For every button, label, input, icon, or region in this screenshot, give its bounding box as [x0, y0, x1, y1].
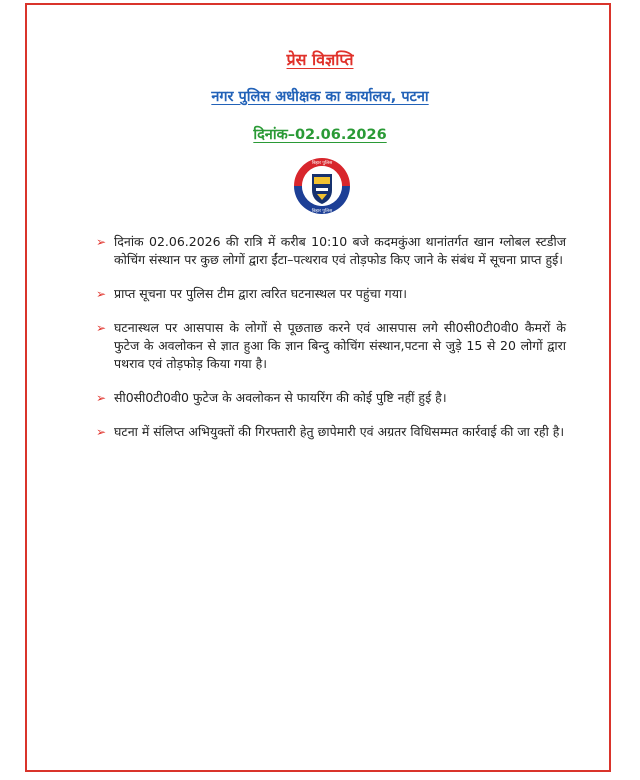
point-text: प्राप्त सूचना पर पुलिस टीम द्वारा त्वरित घटनास्थल पर पहुंचा गया। [114, 286, 407, 301]
arrow-bullet-icon: ➢ [96, 235, 107, 249]
point-text: घटनास्थल पर आसपास के लोगों से पूछताछ करने एवं आसपास लगे सी0सी0टी0वी0 कैमरों के फुटेज के अवलोकन से ज्ञात हुआ कि ज्ञान बिन्दु कोचिंग संस्थान,पटना से जुड़े 15 से 20 लोगों द्वारा पथराव एवं तोड़फोड़ किया गया है। [114, 320, 566, 371]
bihar-police-emblem-icon [290, 154, 354, 218]
press-release-title: प्रेस विज्ञप्ति [286, 50, 354, 69]
list-item [96, 319, 566, 373]
list-item [96, 389, 566, 407]
emblem-bottom-text: बिहार पुलिस [311, 209, 333, 214]
emblem-top-text: बिहार पुलिस [311, 161, 333, 166]
arrow-bullet-icon: ➢ [96, 287, 107, 301]
point-text: सी0सी0टी0वी0 फुटेज के अवलोकन से फायरिंग की कोई पुष्टि नहीं हुई है। [114, 390, 447, 405]
list-item [96, 285, 566, 303]
release-date: दिनांक–02.06.2026 [253, 127, 387, 143]
office-name: नगर पुलिस अधीक्षक का कार्यालय, पटना [211, 89, 429, 105]
arrow-bullet-icon: ➢ [96, 391, 107, 405]
arrow-bullet-icon: ➢ [96, 321, 107, 335]
list-item [96, 233, 566, 269]
point-text: दिनांक 02.06.2026 की रात्रि में करीब 10:10 बजे कदमकुंआ थानांतर्गत खान ग्लोबल स्टडीज कोचिंग संस्थान पर कुछ लोगों द्वारा ईंटा–पत्थराव एवं तोड़फोड किए जाने के संबंध में सूचना प्राप्त हुई। [114, 234, 566, 267]
list-item [96, 423, 566, 441]
press-points-list [96, 233, 566, 457]
point-text: घटना में संलिप्त अभियुक्तों की गिरफ्तारी हेतु छापेमारी एवं अग्रतर विधिसम्मत कार्रवाई की जा रही है। [114, 424, 565, 439]
arrow-bullet-icon: ➢ [96, 425, 107, 439]
